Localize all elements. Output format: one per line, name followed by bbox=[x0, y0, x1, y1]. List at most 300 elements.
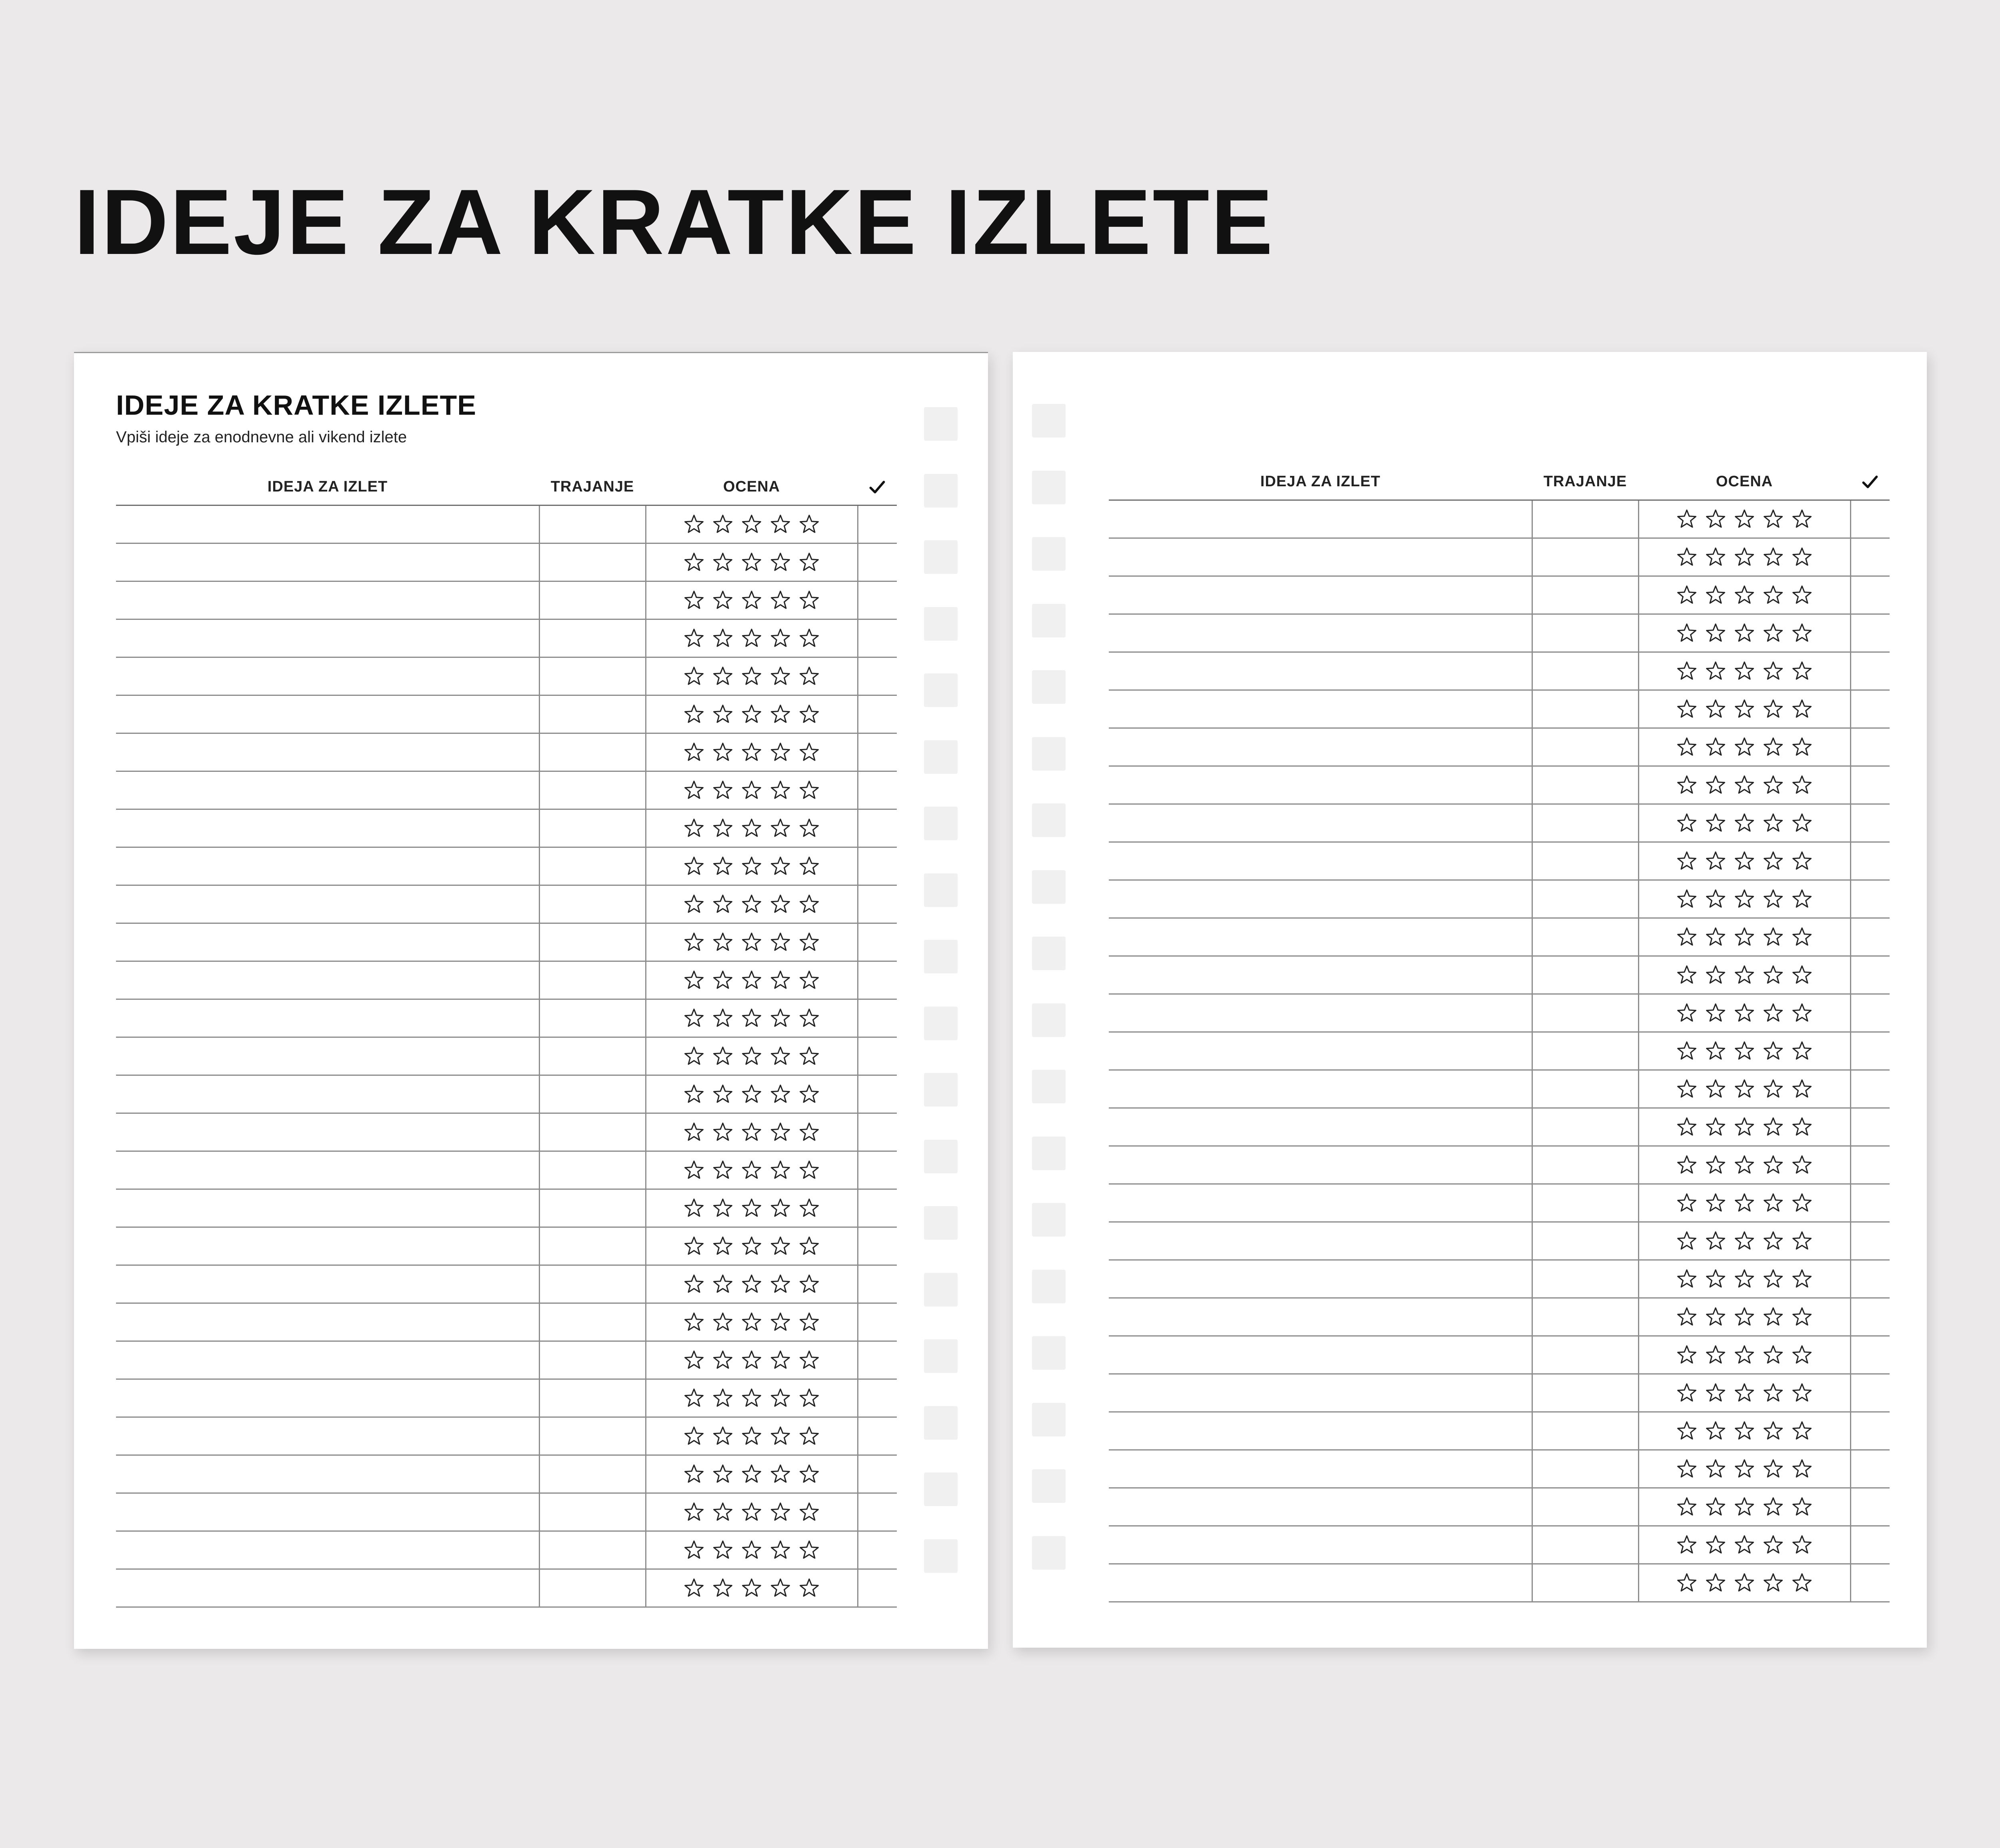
star-outline-icon[interactable] bbox=[1733, 1268, 1756, 1290]
star-outline-icon[interactable] bbox=[740, 1007, 763, 1029]
star-outline-icon[interactable] bbox=[798, 855, 820, 877]
star-rating[interactable] bbox=[680, 817, 824, 839]
star-outline-icon[interactable] bbox=[1791, 964, 1813, 986]
star-rating[interactable] bbox=[680, 1349, 824, 1371]
star-outline-icon[interactable] bbox=[1791, 926, 1813, 948]
star-outline-icon[interactable] bbox=[769, 1463, 792, 1485]
star-outline-icon[interactable] bbox=[683, 1159, 705, 1181]
star-rating[interactable] bbox=[1672, 508, 1816, 530]
done-cell[interactable] bbox=[858, 1037, 897, 1075]
star-rating[interactable] bbox=[680, 1159, 824, 1181]
done-cell[interactable] bbox=[858, 1113, 897, 1151]
star-outline-icon[interactable] bbox=[1762, 736, 1784, 758]
idea-cell[interactable] bbox=[116, 1379, 539, 1417]
star-outline-icon[interactable] bbox=[712, 969, 734, 991]
star-rating[interactable] bbox=[1672, 736, 1816, 758]
star-outline-icon[interactable] bbox=[683, 817, 705, 839]
star-outline-icon[interactable] bbox=[1733, 774, 1756, 796]
star-outline-icon[interactable] bbox=[1791, 622, 1813, 644]
star-rating[interactable] bbox=[680, 1463, 824, 1485]
star-outline-icon[interactable] bbox=[798, 1577, 820, 1599]
star-outline-icon[interactable] bbox=[1733, 698, 1756, 720]
star-outline-icon[interactable] bbox=[712, 931, 734, 953]
star-rating[interactable] bbox=[1672, 1534, 1816, 1556]
star-outline-icon[interactable] bbox=[769, 627, 792, 649]
star-outline-icon[interactable] bbox=[769, 1501, 792, 1523]
star-rating[interactable] bbox=[680, 1577, 824, 1599]
star-rating[interactable] bbox=[680, 627, 824, 649]
star-outline-icon[interactable] bbox=[1733, 1116, 1756, 1138]
star-rating[interactable] bbox=[1672, 622, 1816, 644]
star-outline-icon[interactable] bbox=[712, 1121, 734, 1143]
star-outline-icon[interactable] bbox=[769, 1349, 792, 1371]
done-cell[interactable] bbox=[1850, 918, 1890, 956]
star-rating[interactable] bbox=[680, 1311, 824, 1333]
star-rating[interactable] bbox=[680, 779, 824, 801]
star-outline-icon[interactable] bbox=[1676, 698, 1698, 720]
star-outline-icon[interactable] bbox=[683, 1235, 705, 1257]
star-outline-icon[interactable] bbox=[683, 1425, 705, 1447]
star-outline-icon[interactable] bbox=[1791, 1572, 1813, 1594]
star-outline-icon[interactable] bbox=[798, 1159, 820, 1181]
idea-cell[interactable] bbox=[116, 695, 539, 733]
star-outline-icon[interactable] bbox=[683, 1007, 705, 1029]
idea-cell[interactable] bbox=[1109, 880, 1532, 918]
idea-cell[interactable] bbox=[116, 1569, 539, 1607]
star-outline-icon[interactable] bbox=[1762, 1382, 1784, 1404]
idea-cell[interactable] bbox=[116, 1417, 539, 1455]
star-outline-icon[interactable] bbox=[1762, 1572, 1784, 1594]
star-outline-icon[interactable] bbox=[1704, 736, 1727, 758]
star-outline-icon[interactable] bbox=[1704, 1268, 1727, 1290]
done-cell[interactable] bbox=[858, 1189, 897, 1227]
star-rating[interactable] bbox=[1672, 1496, 1816, 1518]
star-outline-icon[interactable] bbox=[683, 1463, 705, 1485]
duration-cell[interactable] bbox=[539, 505, 646, 543]
duration-cell[interactable] bbox=[539, 923, 646, 961]
star-outline-icon[interactable] bbox=[1733, 736, 1756, 758]
star-outline-icon[interactable] bbox=[712, 1083, 734, 1105]
star-outline-icon[interactable] bbox=[1733, 1002, 1756, 1024]
star-outline-icon[interactable] bbox=[740, 779, 763, 801]
idea-cell[interactable] bbox=[1109, 1564, 1532, 1602]
done-cell[interactable] bbox=[1850, 538, 1890, 576]
idea-cell[interactable] bbox=[1109, 690, 1532, 728]
star-outline-icon[interactable] bbox=[798, 1463, 820, 1485]
star-outline-icon[interactable] bbox=[712, 1577, 734, 1599]
duration-cell[interactable] bbox=[1532, 766, 1638, 804]
duration-cell[interactable] bbox=[539, 847, 646, 885]
star-outline-icon[interactable] bbox=[1762, 546, 1784, 568]
star-outline-icon[interactable] bbox=[1676, 1040, 1698, 1062]
star-outline-icon[interactable] bbox=[740, 1501, 763, 1523]
star-outline-icon[interactable] bbox=[1704, 1458, 1727, 1480]
done-cell[interactable] bbox=[1850, 1146, 1890, 1184]
star-rating[interactable] bbox=[1672, 888, 1816, 910]
star-rating[interactable] bbox=[680, 589, 824, 611]
star-outline-icon[interactable] bbox=[1733, 584, 1756, 606]
star-outline-icon[interactable] bbox=[1791, 850, 1813, 872]
done-cell[interactable] bbox=[858, 847, 897, 885]
duration-cell[interactable] bbox=[539, 1075, 646, 1113]
star-outline-icon[interactable] bbox=[1762, 850, 1784, 872]
star-outline-icon[interactable] bbox=[740, 969, 763, 991]
duration-cell[interactable] bbox=[539, 1493, 646, 1531]
idea-cell[interactable] bbox=[1109, 652, 1532, 690]
done-cell[interactable] bbox=[858, 1227, 897, 1265]
duration-cell[interactable] bbox=[1532, 956, 1638, 994]
star-outline-icon[interactable] bbox=[798, 969, 820, 991]
star-outline-icon[interactable] bbox=[740, 1197, 763, 1219]
star-outline-icon[interactable] bbox=[798, 931, 820, 953]
duration-cell[interactable] bbox=[1532, 728, 1638, 766]
star-outline-icon[interactable] bbox=[798, 1425, 820, 1447]
star-outline-icon[interactable] bbox=[683, 1045, 705, 1067]
star-outline-icon[interactable] bbox=[1762, 660, 1784, 682]
star-outline-icon[interactable] bbox=[740, 1045, 763, 1067]
star-outline-icon[interactable] bbox=[798, 627, 820, 649]
duration-cell[interactable] bbox=[539, 1569, 646, 1607]
duration-cell[interactable] bbox=[539, 809, 646, 847]
idea-cell[interactable] bbox=[116, 1113, 539, 1151]
done-cell[interactable] bbox=[858, 999, 897, 1037]
done-cell[interactable] bbox=[1850, 1298, 1890, 1336]
star-outline-icon[interactable] bbox=[769, 1387, 792, 1409]
star-outline-icon[interactable] bbox=[1676, 1458, 1698, 1480]
done-cell[interactable] bbox=[1850, 1070, 1890, 1108]
star-outline-icon[interactable] bbox=[683, 1539, 705, 1561]
done-cell[interactable] bbox=[858, 809, 897, 847]
idea-cell[interactable] bbox=[1109, 1336, 1532, 1374]
star-outline-icon[interactable] bbox=[712, 627, 734, 649]
star-outline-icon[interactable] bbox=[1676, 888, 1698, 910]
idea-cell[interactable] bbox=[116, 657, 539, 695]
star-rating[interactable] bbox=[1672, 1306, 1816, 1328]
star-outline-icon[interactable] bbox=[1733, 1382, 1756, 1404]
idea-cell[interactable] bbox=[1109, 1222, 1532, 1260]
star-rating[interactable] bbox=[1672, 1268, 1816, 1290]
star-outline-icon[interactable] bbox=[1676, 1344, 1698, 1366]
done-cell[interactable] bbox=[858, 885, 897, 923]
done-cell[interactable] bbox=[858, 1531, 897, 1569]
star-outline-icon[interactable] bbox=[798, 1273, 820, 1295]
star-outline-icon[interactable] bbox=[740, 665, 763, 687]
star-outline-icon[interactable] bbox=[769, 665, 792, 687]
star-outline-icon[interactable] bbox=[1704, 926, 1727, 948]
star-outline-icon[interactable] bbox=[769, 931, 792, 953]
done-cell[interactable] bbox=[858, 961, 897, 999]
idea-cell[interactable] bbox=[1109, 1108, 1532, 1146]
star-outline-icon[interactable] bbox=[1676, 1192, 1698, 1214]
star-outline-icon[interactable] bbox=[1733, 546, 1756, 568]
duration-cell[interactable] bbox=[539, 733, 646, 771]
done-cell[interactable] bbox=[858, 1341, 897, 1379]
star-outline-icon[interactable] bbox=[1791, 1458, 1813, 1480]
idea-cell[interactable] bbox=[1109, 1298, 1532, 1336]
duration-cell[interactable] bbox=[1532, 1298, 1638, 1336]
star-outline-icon[interactable] bbox=[1676, 622, 1698, 644]
star-outline-icon[interactable] bbox=[740, 1425, 763, 1447]
star-rating[interactable] bbox=[1672, 964, 1816, 986]
duration-cell[interactable] bbox=[1532, 994, 1638, 1032]
idea-cell[interactable] bbox=[116, 619, 539, 657]
star-outline-icon[interactable] bbox=[1704, 964, 1727, 986]
star-outline-icon[interactable] bbox=[1733, 1230, 1756, 1252]
star-outline-icon[interactable] bbox=[798, 1387, 820, 1409]
star-outline-icon[interactable] bbox=[1704, 1534, 1727, 1556]
star-outline-icon[interactable] bbox=[712, 513, 734, 535]
star-outline-icon[interactable] bbox=[683, 551, 705, 573]
duration-cell[interactable] bbox=[1532, 1070, 1638, 1108]
idea-cell[interactable] bbox=[1109, 538, 1532, 576]
idea-cell[interactable] bbox=[116, 1265, 539, 1303]
duration-cell[interactable] bbox=[1532, 1260, 1638, 1298]
duration-cell[interactable] bbox=[1532, 804, 1638, 842]
star-outline-icon[interactable] bbox=[1762, 508, 1784, 530]
star-outline-icon[interactable] bbox=[769, 1273, 792, 1295]
star-rating[interactable] bbox=[680, 1045, 824, 1067]
idea-cell[interactable] bbox=[116, 771, 539, 809]
star-outline-icon[interactable] bbox=[683, 1197, 705, 1219]
star-outline-icon[interactable] bbox=[1762, 622, 1784, 644]
star-outline-icon[interactable] bbox=[1704, 698, 1727, 720]
star-outline-icon[interactable] bbox=[769, 1045, 792, 1067]
done-cell[interactable] bbox=[858, 543, 897, 581]
done-cell[interactable] bbox=[858, 1379, 897, 1417]
star-outline-icon[interactable] bbox=[1762, 812, 1784, 834]
duration-cell[interactable] bbox=[539, 999, 646, 1037]
star-rating[interactable] bbox=[1672, 698, 1816, 720]
duration-cell[interactable] bbox=[539, 1531, 646, 1569]
star-outline-icon[interactable] bbox=[683, 1501, 705, 1523]
star-outline-icon[interactable] bbox=[1762, 774, 1784, 796]
star-outline-icon[interactable] bbox=[712, 1501, 734, 1523]
idea-cell[interactable] bbox=[116, 543, 539, 581]
star-outline-icon[interactable] bbox=[1676, 1382, 1698, 1404]
star-outline-icon[interactable] bbox=[1733, 1420, 1756, 1442]
star-outline-icon[interactable] bbox=[1762, 964, 1784, 986]
star-outline-icon[interactable] bbox=[798, 1235, 820, 1257]
star-outline-icon[interactable] bbox=[1704, 660, 1727, 682]
star-rating[interactable] bbox=[680, 1235, 824, 1257]
star-outline-icon[interactable] bbox=[1704, 888, 1727, 910]
star-outline-icon[interactable] bbox=[1791, 1116, 1813, 1138]
star-outline-icon[interactable] bbox=[683, 779, 705, 801]
star-outline-icon[interactable] bbox=[1762, 1306, 1784, 1328]
idea-cell[interactable] bbox=[1109, 956, 1532, 994]
star-outline-icon[interactable] bbox=[1676, 1572, 1698, 1594]
duration-cell[interactable] bbox=[539, 1265, 646, 1303]
star-outline-icon[interactable] bbox=[1762, 1154, 1784, 1176]
idea-cell[interactable] bbox=[1109, 1146, 1532, 1184]
star-outline-icon[interactable] bbox=[683, 589, 705, 611]
idea-cell[interactable] bbox=[116, 1037, 539, 1075]
star-outline-icon[interactable] bbox=[1791, 1154, 1813, 1176]
star-outline-icon[interactable] bbox=[1791, 1230, 1813, 1252]
done-cell[interactable] bbox=[1850, 1260, 1890, 1298]
star-outline-icon[interactable] bbox=[712, 1463, 734, 1485]
star-outline-icon[interactable] bbox=[769, 1539, 792, 1561]
star-outline-icon[interactable] bbox=[1762, 1040, 1784, 1062]
star-outline-icon[interactable] bbox=[1791, 698, 1813, 720]
done-cell[interactable] bbox=[858, 695, 897, 733]
star-outline-icon[interactable] bbox=[1676, 508, 1698, 530]
duration-cell[interactable] bbox=[1532, 614, 1638, 652]
star-outline-icon[interactable] bbox=[798, 1311, 820, 1333]
star-outline-icon[interactable] bbox=[798, 665, 820, 687]
star-outline-icon[interactable] bbox=[683, 1311, 705, 1333]
star-outline-icon[interactable] bbox=[1704, 1420, 1727, 1442]
idea-cell[interactable] bbox=[1109, 614, 1532, 652]
star-outline-icon[interactable] bbox=[769, 703, 792, 725]
star-outline-icon[interactable] bbox=[769, 513, 792, 535]
star-outline-icon[interactable] bbox=[1676, 660, 1698, 682]
star-outline-icon[interactable] bbox=[1762, 926, 1784, 948]
star-outline-icon[interactable] bbox=[1676, 546, 1698, 568]
star-outline-icon[interactable] bbox=[712, 589, 734, 611]
star-outline-icon[interactable] bbox=[1676, 926, 1698, 948]
star-outline-icon[interactable] bbox=[1791, 1382, 1813, 1404]
idea-cell[interactable] bbox=[116, 1493, 539, 1531]
duration-cell[interactable] bbox=[539, 543, 646, 581]
star-outline-icon[interactable] bbox=[1704, 1344, 1727, 1366]
done-cell[interactable] bbox=[1850, 1564, 1890, 1602]
duration-cell[interactable] bbox=[1532, 690, 1638, 728]
star-outline-icon[interactable] bbox=[740, 627, 763, 649]
star-outline-icon[interactable] bbox=[1676, 1154, 1698, 1176]
star-outline-icon[interactable] bbox=[1704, 1078, 1727, 1100]
star-outline-icon[interactable] bbox=[1704, 1230, 1727, 1252]
star-outline-icon[interactable] bbox=[712, 855, 734, 877]
star-outline-icon[interactable] bbox=[1704, 1496, 1727, 1518]
star-outline-icon[interactable] bbox=[769, 1121, 792, 1143]
duration-cell[interactable] bbox=[1532, 576, 1638, 614]
star-outline-icon[interactable] bbox=[1676, 1230, 1698, 1252]
duration-cell[interactable] bbox=[1532, 880, 1638, 918]
done-cell[interactable] bbox=[858, 657, 897, 695]
done-cell[interactable] bbox=[1850, 1108, 1890, 1146]
star-outline-icon[interactable] bbox=[1676, 1420, 1698, 1442]
star-outline-icon[interactable] bbox=[1762, 1344, 1784, 1366]
star-outline-icon[interactable] bbox=[712, 1235, 734, 1257]
idea-cell[interactable] bbox=[116, 505, 539, 543]
star-rating[interactable] bbox=[680, 855, 824, 877]
star-outline-icon[interactable] bbox=[769, 1007, 792, 1029]
star-rating[interactable] bbox=[680, 1007, 824, 1029]
star-outline-icon[interactable] bbox=[683, 969, 705, 991]
done-cell[interactable] bbox=[1850, 614, 1890, 652]
star-outline-icon[interactable] bbox=[1733, 888, 1756, 910]
idea-cell[interactable] bbox=[1109, 1184, 1532, 1222]
duration-cell[interactable] bbox=[1532, 1108, 1638, 1146]
done-cell[interactable] bbox=[1850, 994, 1890, 1032]
done-cell[interactable] bbox=[1850, 1032, 1890, 1070]
star-outline-icon[interactable] bbox=[683, 513, 705, 535]
duration-cell[interactable] bbox=[539, 1227, 646, 1265]
star-rating[interactable] bbox=[1672, 1382, 1816, 1404]
duration-cell[interactable] bbox=[1532, 1184, 1638, 1222]
duration-cell[interactable] bbox=[1532, 1374, 1638, 1412]
star-outline-icon[interactable] bbox=[1791, 660, 1813, 682]
star-outline-icon[interactable] bbox=[1762, 1116, 1784, 1138]
duration-cell[interactable] bbox=[539, 1303, 646, 1341]
star-outline-icon[interactable] bbox=[740, 1577, 763, 1599]
star-outline-icon[interactable] bbox=[1791, 1306, 1813, 1328]
duration-cell[interactable] bbox=[1532, 1526, 1638, 1564]
done-cell[interactable] bbox=[1850, 690, 1890, 728]
done-cell[interactable] bbox=[1850, 842, 1890, 880]
star-outline-icon[interactable] bbox=[683, 1577, 705, 1599]
star-outline-icon[interactable] bbox=[1733, 1534, 1756, 1556]
star-rating[interactable] bbox=[1672, 1078, 1816, 1100]
idea-cell[interactable] bbox=[116, 961, 539, 999]
star-outline-icon[interactable] bbox=[798, 1501, 820, 1523]
idea-cell[interactable] bbox=[116, 733, 539, 771]
duration-cell[interactable] bbox=[539, 1151, 646, 1189]
star-rating[interactable] bbox=[1672, 1002, 1816, 1024]
star-rating[interactable] bbox=[1672, 1458, 1816, 1480]
idea-cell[interactable] bbox=[116, 1189, 539, 1227]
star-outline-icon[interactable] bbox=[1676, 1268, 1698, 1290]
star-rating[interactable] bbox=[680, 969, 824, 991]
star-outline-icon[interactable] bbox=[1791, 1420, 1813, 1442]
idea-cell[interactable] bbox=[1109, 994, 1532, 1032]
duration-cell[interactable] bbox=[539, 619, 646, 657]
star-outline-icon[interactable] bbox=[1704, 1116, 1727, 1138]
star-outline-icon[interactable] bbox=[1791, 1192, 1813, 1214]
star-outline-icon[interactable] bbox=[1733, 964, 1756, 986]
done-cell[interactable] bbox=[1850, 1222, 1890, 1260]
star-outline-icon[interactable] bbox=[1791, 584, 1813, 606]
star-rating[interactable] bbox=[680, 513, 824, 535]
star-outline-icon[interactable] bbox=[712, 1197, 734, 1219]
star-outline-icon[interactable] bbox=[769, 969, 792, 991]
star-outline-icon[interactable] bbox=[1791, 1496, 1813, 1518]
star-outline-icon[interactable] bbox=[1762, 1458, 1784, 1480]
star-outline-icon[interactable] bbox=[1791, 1534, 1813, 1556]
duration-cell[interactable] bbox=[1532, 1336, 1638, 1374]
star-rating[interactable] bbox=[1672, 1116, 1816, 1138]
star-rating[interactable] bbox=[680, 1539, 824, 1561]
star-outline-icon[interactable] bbox=[740, 703, 763, 725]
star-outline-icon[interactable] bbox=[798, 1121, 820, 1143]
star-outline-icon[interactable] bbox=[740, 817, 763, 839]
star-outline-icon[interactable] bbox=[798, 589, 820, 611]
star-outline-icon[interactable] bbox=[712, 703, 734, 725]
star-outline-icon[interactable] bbox=[1704, 1192, 1727, 1214]
done-cell[interactable] bbox=[858, 1569, 897, 1607]
star-outline-icon[interactable] bbox=[683, 893, 705, 915]
star-outline-icon[interactable] bbox=[740, 1159, 763, 1181]
star-rating[interactable] bbox=[680, 1501, 824, 1523]
idea-cell[interactable] bbox=[1109, 1032, 1532, 1070]
star-outline-icon[interactable] bbox=[1791, 1040, 1813, 1062]
star-outline-icon[interactable] bbox=[1676, 1116, 1698, 1138]
star-outline-icon[interactable] bbox=[1676, 1496, 1698, 1518]
idea-cell[interactable] bbox=[1109, 728, 1532, 766]
star-outline-icon[interactable] bbox=[740, 931, 763, 953]
star-outline-icon[interactable] bbox=[712, 779, 734, 801]
star-outline-icon[interactable] bbox=[798, 1349, 820, 1371]
star-outline-icon[interactable] bbox=[1676, 736, 1698, 758]
star-outline-icon[interactable] bbox=[1733, 1078, 1756, 1100]
star-outline-icon[interactable] bbox=[740, 1387, 763, 1409]
star-outline-icon[interactable] bbox=[798, 551, 820, 573]
star-outline-icon[interactable] bbox=[1733, 1344, 1756, 1366]
duration-cell[interactable] bbox=[1532, 1032, 1638, 1070]
star-outline-icon[interactable] bbox=[1733, 1040, 1756, 1062]
star-rating[interactable] bbox=[680, 931, 824, 953]
